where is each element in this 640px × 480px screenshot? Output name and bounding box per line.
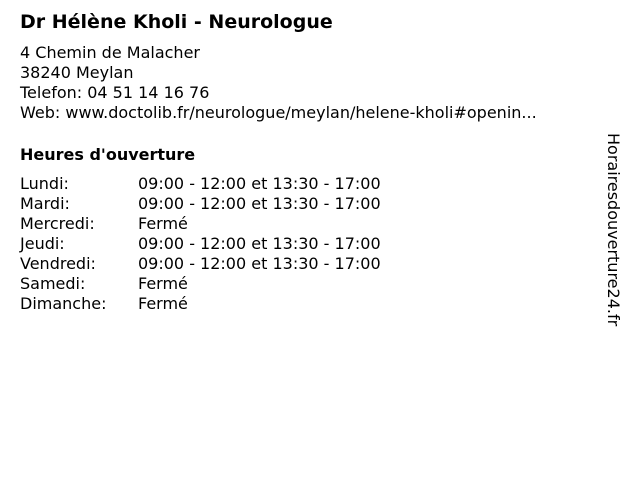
hours-row-mardi [20,194,580,214]
hours-row-lundi [20,174,580,194]
day-hours: 09:00 - 12:00 et 13:30 - 17:00 [138,194,381,213]
hours-row-mercredi [20,214,580,234]
day-label: Vendredi: [20,254,96,273]
page-title: Dr Hélène Kholi - Neurologue [20,11,333,33]
day-label: Mardi: [20,194,70,213]
hours-row-dimanche [20,294,580,314]
hours-row-vendredi [20,254,580,274]
opening-hours-heading: Heures d'ouverture [20,145,196,164]
day-hours: Fermé [138,214,188,233]
day-hours: Fermé [138,274,188,293]
city-address: 38240 Meylan [20,63,134,82]
website-link[interactable]: Web: www.doctolib.fr/neurologue/meylan/helene-kholi#openin... [20,103,537,122]
day-hours: Fermé [138,294,188,313]
day-label: Samedi: [20,274,86,293]
hours-row-samedi [20,274,580,294]
opening-hours-table [20,174,580,314]
day-label: Lundi: [20,174,69,193]
day-label: Jeudi: [20,234,65,253]
site-watermark: Horairesdouverture24.fr [604,133,623,327]
day-hours: 09:00 - 12:00 et 13:30 - 17:00 [138,254,381,273]
day-label: Mercredi: [20,214,95,233]
day-hours: 09:00 - 12:00 et 13:30 - 17:00 [138,234,381,253]
street-address: 4 Chemin de Malacher [20,43,200,62]
address-block [20,43,537,123]
phone-number: Telefon: 04 51 14 16 76 [20,83,210,102]
day-hours: 09:00 - 12:00 et 13:30 - 17:00 [138,174,381,193]
day-label: Dimanche: [20,294,107,313]
hours-row-jeudi [20,234,580,254]
